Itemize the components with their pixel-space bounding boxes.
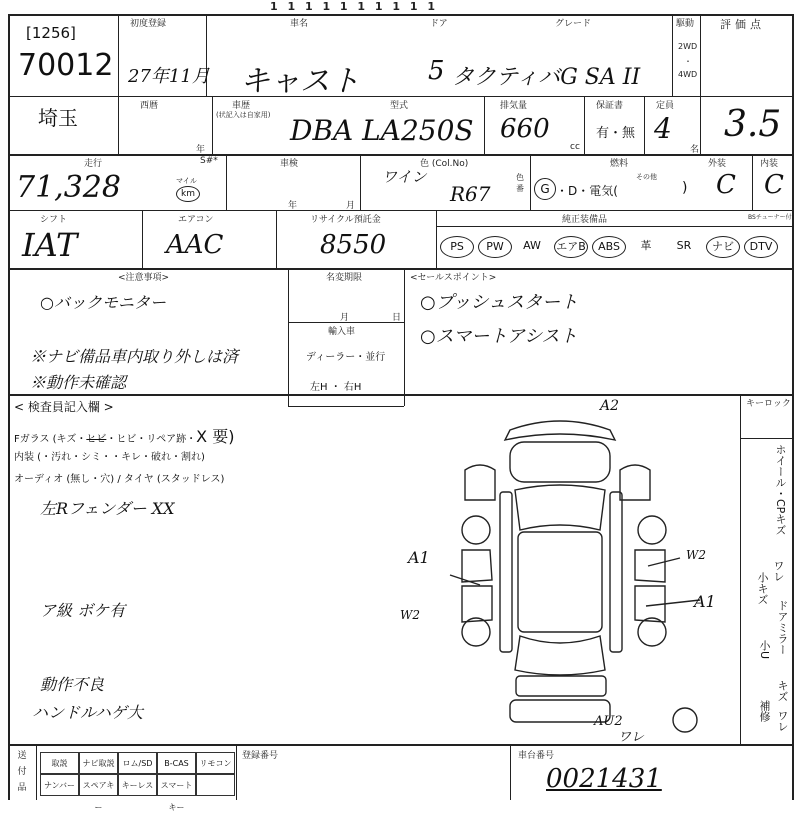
rule — [792, 14, 794, 800]
rule — [8, 14, 10, 800]
drive-dot: ・ — [684, 57, 692, 66]
glass-mark: X 要) — [196, 427, 235, 446]
first-reg-value: 27年11月 — [128, 66, 210, 87]
footer-item: 取説 — [40, 752, 79, 774]
rule — [740, 438, 792, 439]
footer-col-label — [14, 748, 30, 796]
rule — [8, 394, 792, 396]
capacity-value: 4 — [654, 112, 672, 145]
car-diagram — [440, 400, 730, 744]
rule — [236, 744, 237, 800]
option-0: PS — [440, 236, 474, 258]
label-sales-points: <セールスポイント> — [410, 273, 497, 283]
label-year2: 年 — [288, 201, 298, 211]
footer-item — [196, 774, 235, 796]
fuel-close: ) — [682, 180, 688, 196]
diagram-leader — [648, 558, 680, 566]
footer-col-1: 送 — [17, 751, 27, 761]
option-6: SR — [676, 239, 692, 252]
rule — [288, 406, 404, 407]
km-unit: km — [176, 186, 200, 202]
label-cc: cc — [570, 142, 580, 152]
diagram-wheel-lf — [462, 516, 490, 544]
option-2: AW — [523, 239, 541, 252]
label-tuner: BSチューナー付 — [748, 214, 792, 221]
fuel-label: 色番 — [516, 173, 524, 193]
label-year-era: 西暦 — [140, 101, 159, 111]
insp-1: 左Rフェンダー XX — [40, 499, 175, 518]
rule — [436, 210, 437, 268]
recycle-value: 8550 — [320, 230, 387, 260]
label-doors: ドア — [430, 19, 448, 29]
diagram-left-fender — [465, 465, 495, 500]
diagram-rear-glass — [515, 636, 605, 675]
rule — [212, 96, 213, 154]
color-no: R67 — [450, 182, 491, 206]
label-month2: 月 — [340, 313, 350, 323]
doors-value: 5 — [428, 56, 445, 86]
chassis-value: 0021431 — [546, 764, 662, 794]
sale-1: ○プッシュスタート — [420, 292, 579, 313]
insp-2: ア級 ボケ有 — [40, 601, 126, 620]
label-fuel: 燃料 — [610, 159, 629, 169]
aircon-value: AAC — [166, 230, 224, 260]
footer-item: ナビ取説 — [79, 752, 118, 774]
rule — [510, 744, 511, 800]
label-mileage: 走行 — [84, 159, 103, 169]
sale-2: ○スマートアシスト — [420, 326, 578, 347]
insp-3: 動作不良 — [40, 675, 105, 694]
note-1: ○バックモニター — [40, 293, 166, 312]
car-name-value: キャスト — [240, 64, 360, 99]
score-value: 3.5 — [724, 104, 782, 145]
label-score: 評価点 — [720, 18, 765, 31]
color-text: ワイン — [382, 168, 427, 186]
interior-line-start: 内装 ( — [14, 452, 42, 463]
option-5: 革 — [640, 239, 652, 252]
label-s-mark: S#* — [200, 156, 218, 166]
diagram-right-side — [610, 492, 622, 652]
interior-line — [14, 448, 205, 463]
rule — [584, 96, 585, 154]
note-2: ※ナビ備品車内取り外しは済 — [30, 347, 239, 366]
rule — [8, 14, 792, 16]
audio-line: オーディオ (無し・穴) / タイヤ (スタッドレス) — [14, 474, 225, 485]
mile-unit: マイル — [176, 177, 197, 185]
rule — [644, 96, 645, 154]
label-displacement: 排気量 — [500, 101, 528, 111]
label-notes: <注意事項> — [118, 273, 170, 283]
fuel-other: その他 — [636, 173, 657, 181]
rule — [142, 210, 143, 268]
side-wheel: ホイール・CPキズ — [774, 444, 787, 536]
label-grade: グレード — [555, 19, 592, 29]
rule — [226, 154, 227, 210]
diagram-leader — [646, 600, 700, 606]
grade-value: タクティバG SA II — [452, 65, 641, 90]
label-name-change: 名変期限 — [326, 273, 363, 283]
mark-ware: ワレ — [618, 730, 645, 745]
glass-strike: ヒビ — [86, 434, 107, 445]
drive-4wd: 4WD — [678, 70, 698, 79]
label-aircon: エアコン — [178, 215, 214, 225]
model-value: DBA LA250S — [290, 114, 474, 147]
diagram-trunk — [516, 676, 606, 696]
glass-suffix: ・ヒビ・リペア跡・ — [106, 434, 197, 445]
footer-item: ロム/SD — [118, 752, 157, 774]
diagram-key-circle — [673, 708, 697, 732]
diagram-roof — [518, 532, 602, 632]
diagram-left-rear-door — [462, 586, 492, 622]
diagram-leader — [450, 575, 480, 585]
label-handle: 左H ・ 右H — [310, 382, 362, 393]
mark-au2: AU2 — [594, 714, 623, 729]
warranty-value: 有・無 — [596, 126, 636, 141]
side-small-u: 小U — [758, 640, 771, 660]
label-inspection: 車検 — [280, 159, 299, 169]
label-key-lock: キーロック — [746, 399, 791, 409]
rule — [288, 268, 289, 406]
label-persons: 名 — [690, 145, 700, 155]
rule — [404, 268, 405, 406]
label-dealer: ディーラー・並行 — [306, 352, 386, 363]
label-model: 型式 — [390, 101, 409, 111]
diagram-windshield — [515, 485, 605, 530]
side-ware2: ワレ — [776, 710, 789, 732]
footer-item: スマートキー — [157, 774, 196, 796]
mark-w2-right: W2 — [686, 548, 706, 562]
interior-line-mid: ・汚れ・シミ・ — [41, 452, 112, 463]
interior-line-end: ・キレ・破れ・割れ) — [111, 452, 205, 463]
label-inspector: < 検査員記入欄 > — [14, 400, 114, 414]
label-interior: 内装 — [760, 159, 779, 169]
region: 埼玉 — [38, 106, 78, 130]
shift-value: IAT — [22, 226, 78, 264]
diagram-left-front-door — [462, 550, 492, 582]
label-import: 輸入車 — [328, 327, 356, 337]
diagram-wheel-lr — [462, 618, 490, 646]
mileage-value: 71,328 — [16, 170, 121, 205]
label-options: 純正装備品 — [562, 215, 608, 225]
diagram-wheel-rf — [638, 516, 666, 544]
label-chassis: 車台番号 — [518, 751, 555, 761]
footer-col-2: 付 — [17, 767, 27, 777]
rule — [36, 744, 37, 800]
label-reg-no: 登録番号 — [242, 751, 279, 761]
rule — [530, 154, 531, 210]
glass-prefix: Fガラス (キズ・ — [14, 434, 87, 445]
label-exterior: 外装 — [708, 159, 727, 169]
side-door-mirror: ドアミラー — [776, 600, 789, 655]
side-ware1: ワレ — [772, 560, 785, 582]
fuel-g: G — [534, 178, 556, 200]
option-7: ナビ — [706, 236, 740, 258]
lot-number: 70012 — [18, 48, 114, 83]
rule — [8, 744, 792, 746]
rule — [8, 96, 792, 97]
label-history: 車歴 — [232, 101, 251, 111]
insp-4: ハンドルハゲ大 — [32, 703, 143, 722]
footer-item: B-CAS — [157, 752, 196, 774]
history-note: (状記入は自家用) — [216, 111, 271, 119]
label-warranty: 保証書 — [596, 101, 624, 111]
footer-item: キーレス — [118, 774, 157, 796]
diagram-left-side — [500, 492, 512, 652]
rule — [8, 210, 792, 211]
displacement-value: 660 — [500, 114, 550, 144]
diagram-right-fender — [620, 465, 650, 500]
rule — [484, 96, 485, 154]
mark-a1-right: A1 — [694, 592, 716, 611]
footer-item: リモコン — [196, 752, 235, 774]
rule — [118, 14, 119, 154]
label-capacity: 定員 — [656, 101, 675, 111]
label-shift: シフト — [40, 215, 68, 225]
lot-code: [1256] — [26, 24, 76, 42]
footer-item: ナンバー — [40, 774, 79, 796]
fuel-rest: ・D・電気( — [556, 184, 618, 198]
exterior-value: C — [716, 170, 736, 200]
option-4: ABS — [592, 236, 626, 258]
mark-a1-left: A1 — [408, 548, 430, 567]
rule — [276, 210, 277, 268]
footer-col-3: 品 — [17, 783, 27, 793]
label-month: 月 — [346, 201, 356, 211]
note-3: ※動作未確認 — [30, 373, 127, 392]
glass-line — [14, 424, 234, 447]
side-repair: 補修 — [758, 700, 771, 722]
side-small-scratch: 小キズ — [756, 572, 769, 605]
label-recycle: リサイクル預託金 — [310, 215, 381, 225]
rule — [360, 154, 361, 210]
rule — [700, 14, 701, 154]
diagram-roof-front — [505, 421, 615, 440]
rule — [752, 154, 753, 210]
footer-item: スペアキー — [79, 774, 118, 796]
side-scratch: キズ — [776, 680, 789, 702]
diagram-hood — [510, 442, 610, 482]
rule — [8, 154, 792, 156]
option-3: エアB — [554, 236, 588, 258]
label-day: 日 — [392, 313, 402, 323]
label-car-name: 車名 — [290, 19, 309, 29]
rule — [672, 14, 673, 96]
diagram-wheel-rr — [638, 618, 666, 646]
mark-a2: A2 — [600, 398, 620, 414]
header-top: 1 1 1 1 1 1 1 1 1 1 — [270, 0, 439, 13]
rule — [436, 226, 792, 227]
label-drive: 駆動 — [676, 19, 695, 29]
drive-2wd: 2WD — [678, 42, 698, 51]
interior-value: C — [764, 170, 784, 200]
label-first-reg: 初度登録 — [130, 19, 167, 29]
option-1: PW — [478, 236, 512, 258]
label-color: 色 (Col.No) — [420, 159, 469, 169]
rule — [740, 394, 741, 744]
option-8: DTV — [744, 236, 778, 258]
label-year: 年 — [196, 145, 206, 155]
mark-w2-left: W2 — [400, 608, 420, 622]
